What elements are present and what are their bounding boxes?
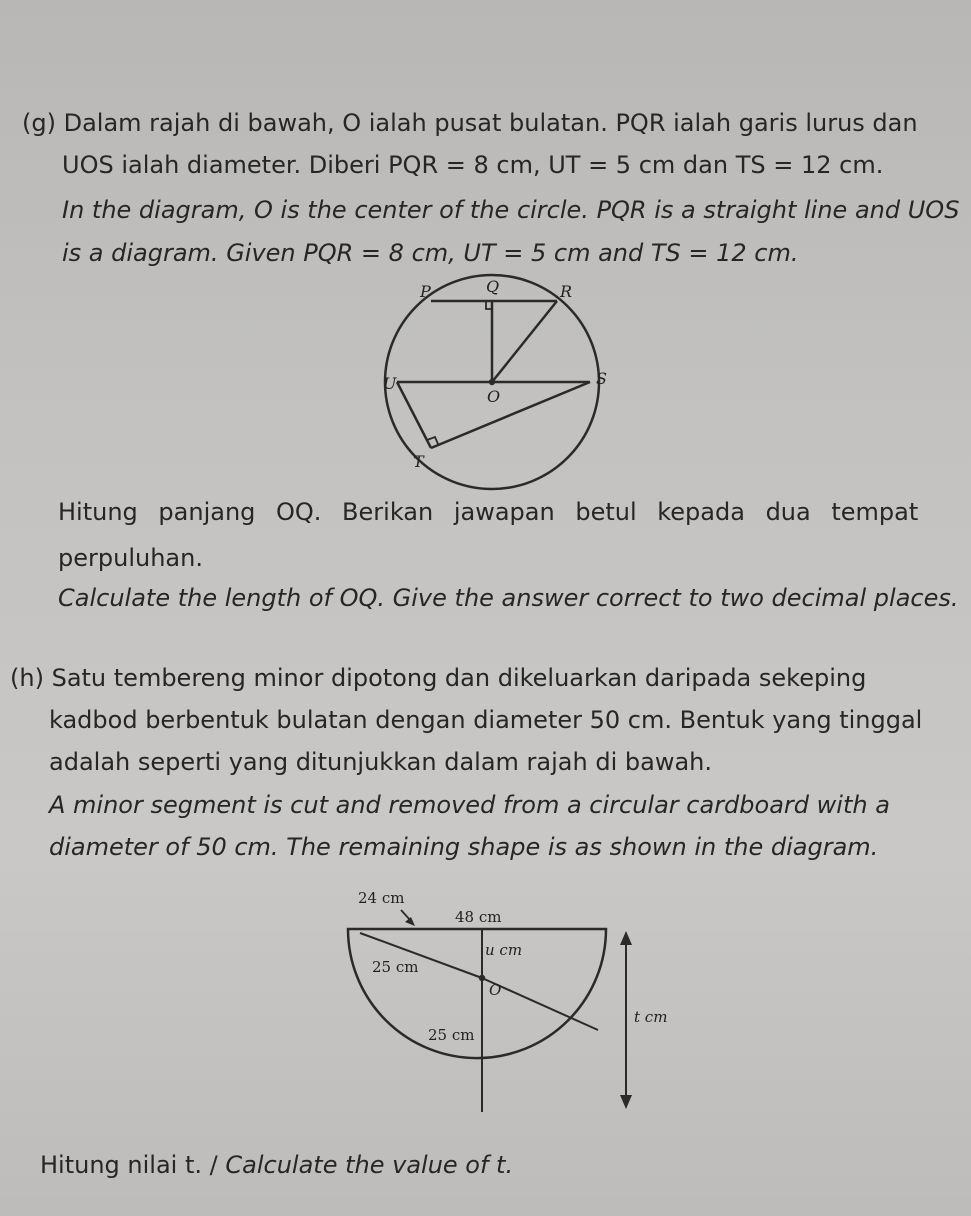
- question-g-task-ms-1: Hitung panjang OQ. Berikan jawapan betul kepada dua tempat: [58, 498, 919, 526]
- question-h-task-ms: Hitung nilai t.: [40, 1151, 202, 1179]
- label-t-cm: t cm: [634, 1008, 668, 1026]
- label-o-h: O: [489, 981, 502, 999]
- label-r: R: [560, 282, 573, 301]
- label-25cm-upper: 25 cm: [372, 958, 419, 976]
- question-g-label: (g): [22, 109, 56, 137]
- question-h-separator: /: [209, 1151, 218, 1179]
- question-g-task-ms-2: perpuluhan.: [58, 544, 203, 572]
- pointer-arrow-24-head: [405, 917, 415, 926]
- question-h-task-en: Calculate the value of t.: [225, 1151, 514, 1179]
- label-q: Q: [486, 277, 500, 296]
- label-o: O: [487, 387, 501, 406]
- question-g-text-ms-2: UOS ialah diameter. Diberi PQR = 8 cm, UT = 5 cm dan TS = 12 cm.: [62, 151, 884, 179]
- height-arrow-up: [620, 931, 632, 945]
- question-h-task: [40, 1150, 513, 1180]
- question-h-text-en-1: A minor segment is cut and removed from a circular cardboard with a: [49, 791, 890, 819]
- label-48cm: 48 cm: [455, 908, 502, 926]
- label-p: P: [420, 282, 431, 301]
- height-arrow-down: [620, 1095, 632, 1109]
- label-u-cm: u cm: [485, 941, 523, 959]
- question-h-label: (h): [10, 664, 44, 692]
- label-24cm: 24 cm: [358, 889, 405, 907]
- question-h-text-ms-3: adalah seperti yang ditunjukkan dalam rajah di bawah.: [49, 748, 712, 776]
- question-h-text-ms-1: Satu tembereng minor dipotong dan dikeluarkan daripada sekeping: [51, 664, 867, 692]
- label-s: S: [596, 369, 607, 388]
- question-g-text-ms-1: Dalam rajah di bawah, O ialah pusat bulatan. PQR ialah garis lurus dan: [63, 109, 918, 137]
- label-u: U: [383, 374, 397, 393]
- remaining-shape-outline: [348, 929, 606, 1058]
- question-g-text-en-1: In the diagram, O is the center of the circle. PQR is a straight line and UOS: [62, 196, 960, 224]
- question-h-text-ms-2: kadbod berbentuk bulatan dengan diameter 50 cm. Bentuk yang tinggal: [49, 706, 923, 734]
- question-h-text-en-2: diameter of 50 cm. The remaining shape is as shown in the diagram.: [49, 833, 879, 861]
- label-25cm-lower: 25 cm: [428, 1026, 475, 1044]
- center-dot-h: [479, 975, 485, 981]
- question-g-task-en: Calculate the length of OQ. Give the answer correct to two decimal places.: [58, 584, 959, 612]
- question-g-text-en-2: is a diagram. Given PQR = 8 cm, UT = 5 cm and TS = 12 cm.: [62, 239, 799, 267]
- label-t: T: [413, 452, 424, 471]
